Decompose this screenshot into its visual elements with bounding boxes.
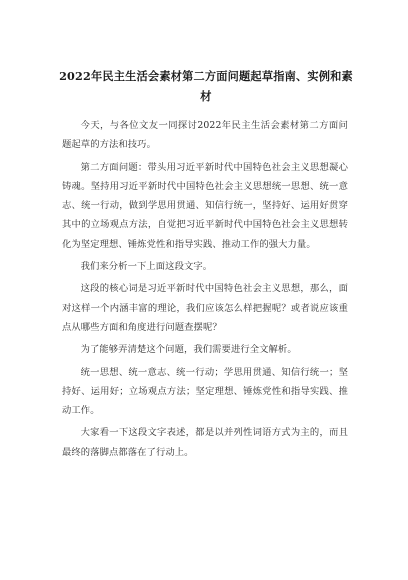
paragraph-intro: 今天，与各位文友一同探讨2022年民主生活会素材第二方面问题起草的方法和技巧。 (62, 120, 348, 151)
document-title: 2022年民主生活会素材第二方面问题起草指南、实例和素材 (59, 69, 353, 103)
paragraph-second-aspect: 第二方面问题：带头用习近平新时代中国特色社会主义思想凝心铸魂。坚持用习近平新时代中国特色社会主义思想统一思想、统一意志、统一行动，做到学思用贯通、知信行统一，坚持好、运用好贯穿其中的立场观点方法，自觉把习近平新时代中国特色社会主义思想转化为坚定理想、锤炼党性和指导实践、推动工作的强大力量。 (62, 161, 348, 250)
paragraph-analysis-lead: 我们来分析一下上面这段文字。 (80, 261, 213, 273)
document-body (62, 116, 348, 465)
paragraph-conclusion: 大家看一下这段文字表述，都是以并列性词语方式为主的，而且最终的落脚点都落在了行动上。 (62, 427, 348, 458)
paragraph-core-word: 这段的核心词是习近平新时代中国特色社会主义思想，那么，面对这样一个内涵丰富的理论，我们应该怎么样把握呢？或者说应该重点从哪些方面和角度进行问题查摆呢？ (62, 283, 348, 333)
paragraph-full-analysis: 为了能够弄清楚这个问题，我们需要进行全文解析。 (80, 344, 297, 356)
paragraph-key-phrases: 统一思想、统一意志、统一行动；学思用贯通、知信行统一；坚持好、运用好；立场观点方法；坚定理想、锤炼党性和指导实践、推动工作。 (62, 366, 348, 417)
